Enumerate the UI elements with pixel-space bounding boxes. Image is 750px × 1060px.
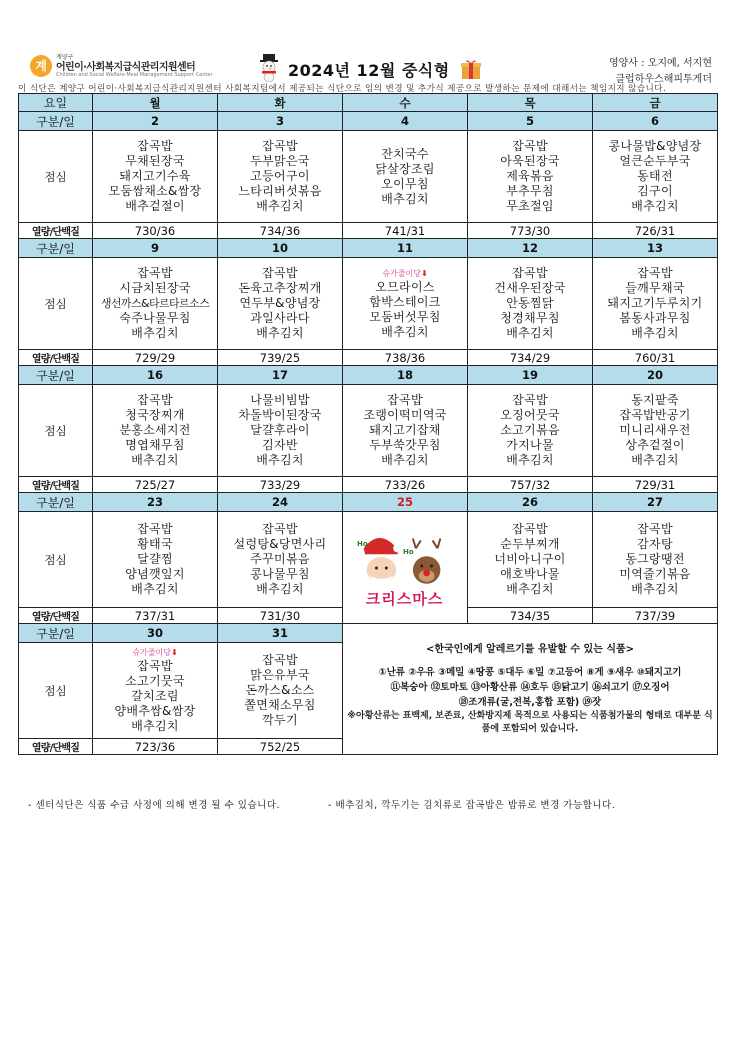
date-cell: 30: [93, 624, 218, 643]
date-row: [19, 239, 718, 258]
date-cell: 12: [468, 239, 593, 258]
sugar-badge-text: 슈가줄이당: [132, 648, 171, 657]
calorie-cell: 726/31: [593, 223, 718, 239]
menu-item: 미역줄기볶음: [619, 567, 691, 581]
menu-item: 잡곡밥반공기: [619, 408, 691, 422]
menu-item: 연두부&양념장: [239, 296, 321, 310]
menu-item: 달걀찜: [137, 552, 173, 566]
menu-cell: [93, 512, 218, 608]
menu-item: 미니리새우전: [619, 423, 691, 437]
menu-cell: [93, 385, 218, 477]
allergy-list: ⑱조개류(굴,전복,홍합 포함) ⑲잣: [458, 697, 602, 708]
menu-item: 배추김치: [506, 453, 554, 467]
menu-item: 잡곡밥: [137, 393, 173, 407]
menu-cell: [593, 258, 718, 350]
calorie-cell: 734/29: [468, 350, 593, 366]
menu-item: 오이무침: [381, 176, 429, 191]
holiday-name: 크리스마스: [365, 589, 444, 608]
menu-item: 명엽채무침: [125, 438, 185, 452]
menu-item: 동그랑땡전: [625, 552, 685, 566]
menu-item: 잡곡밥: [262, 139, 298, 153]
menu-item: 갈치조림: [131, 689, 179, 703]
menu-item: 배추김치: [256, 453, 304, 467]
allergy-note: ※아황산류는 표백제, 보존료, 산화방지제 목적으로 사용되는 식품첨가물의 형태로 대부분 식품에 포함되어 있습니다.: [347, 711, 713, 734]
menu-cell: [93, 258, 218, 350]
logo-mark: 계: [30, 55, 52, 77]
menu-item: 돼지고기두루치기: [607, 296, 703, 310]
menu-item: 차돌박이된장국: [238, 408, 322, 422]
calorie-row: [19, 350, 718, 366]
menu-item: 두부맑은국: [250, 154, 310, 168]
allergy-list: ①난류 ②우유 ③메밀 ④땅콩 ⑤대두 ⑥밀 ⑦고등어 ⑧게 ⑨새우 ⑩돼지고기: [378, 667, 682, 678]
menu-cell: [468, 131, 593, 223]
holiday-ho: Ho: [403, 547, 414, 556]
menu-item: 깍두기: [262, 713, 298, 727]
lunch-row: [19, 385, 718, 477]
menu-item: 봄동사과무침: [619, 311, 691, 325]
menu-item: 잡곡밥: [512, 393, 548, 407]
menu-item: 나물비빔밥: [250, 393, 310, 407]
menu-cell: [218, 258, 343, 350]
date-cell: 24: [218, 493, 343, 512]
calorie-cell: 730/36: [93, 223, 218, 239]
menu-item: 배추김치: [256, 582, 304, 596]
allergy-title: <한국인에게 알레르기를 유발할 수 있는 식품>: [425, 644, 635, 655]
gift-icon: [460, 58, 482, 80]
weekday-header: 금: [593, 94, 718, 112]
weekday-header: 월: [93, 94, 218, 112]
menu-item: 콩나물무침: [250, 567, 310, 581]
date-row: [19, 624, 718, 643]
date-cell: 17: [218, 366, 343, 385]
date-row: [19, 493, 718, 512]
menu-item: 돼지고기잡채: [369, 423, 441, 437]
menu-item: 순두부찌개: [500, 537, 560, 551]
menu-cell: [343, 512, 468, 624]
allergy-info: [343, 642, 717, 736]
date-cell: 9: [93, 239, 218, 258]
menu-item: 배추겉절이: [125, 199, 185, 213]
sugar-badge-text: 슈가줄이당: [382, 268, 421, 278]
menu-cell: [468, 258, 593, 350]
date-cell: 5: [468, 112, 593, 131]
disclaimer-notice: 이 식단은 계양구 어린이·사회복지급식관리지원센터 사회복지팀에서 제공되는 식단으로 임의 변경 및 추가식 제공으로 발생하는 문제에 대해서는 책임지지 않습니다.: [18, 84, 667, 94]
calorie-cell: 734/36: [218, 223, 343, 239]
menu-cell: [218, 385, 343, 477]
menu-item: 배추김치: [381, 453, 429, 467]
page-title: 2024년 12월 중식형: [288, 61, 450, 80]
menu-item: 잡곡밥: [512, 139, 548, 153]
menu-item: 가지나물: [506, 438, 554, 452]
menu-item: 동지팥죽: [631, 393, 679, 407]
menu-item: 건새우된장국: [494, 281, 566, 295]
menu-item: 두부쑥갓무침: [369, 438, 441, 452]
menu-item: 느타리버섯볶음: [238, 184, 322, 198]
menu-item: 고등어구이: [250, 169, 310, 183]
logo-english-name: Children and Social Welfare Meal Management Support Center: [56, 72, 213, 78]
menu-item: 배추김치: [631, 199, 679, 213]
menu-item: 숙주나물무침: [119, 311, 191, 325]
menu-item: 닭살장조림: [375, 161, 435, 176]
menu-item: 모둠쌈채소&쌈장: [108, 184, 202, 198]
menu-item: 들깨무채국: [625, 281, 685, 295]
calorie-cell: 725/27: [93, 477, 218, 493]
menu-item: 배추김치: [381, 191, 429, 206]
holiday-ho: Ho: [357, 539, 368, 548]
menu-item: 너비아니구이: [494, 552, 566, 566]
menu-item: 김구이: [637, 184, 673, 198]
calorie-cell: 752/25: [218, 739, 343, 755]
menu-item: 설렁탕&당면사리: [233, 537, 327, 551]
calorie-cell: 741/31: [343, 223, 468, 239]
date-cell: 16: [93, 366, 218, 385]
menu-cell: [593, 385, 718, 477]
calorie-cell: 734/35: [468, 608, 593, 624]
footer-note-left: - 센터식단은 식품 수급 사정에 의해 변경 될 수 있습니다.: [28, 800, 281, 811]
calorie-row: [19, 477, 718, 493]
calorie-cell: 739/25: [218, 350, 343, 366]
menu-item: 잡곡밥: [137, 266, 173, 280]
calorie-label: 열량/단백질: [19, 223, 93, 239]
weekday-header: 수: [343, 94, 468, 112]
date-cell: 18: [343, 366, 468, 385]
menu-item: 상추겉절이: [625, 438, 685, 452]
menu-cell: [343, 258, 468, 350]
menu-cell: [93, 131, 218, 223]
allergy-info-cell: [343, 624, 718, 755]
lunch-row: [19, 131, 718, 223]
menu-item: 배추김치: [256, 326, 304, 340]
menu-item: 콩나물밥&양념장: [608, 139, 702, 153]
snowman-icon: [258, 54, 280, 82]
menu-cell: [593, 131, 718, 223]
weekday-header: 목: [468, 94, 593, 112]
menu-item: 배추김치: [631, 582, 679, 596]
christmas-illustration: [343, 518, 467, 618]
menu-item: 청국장찌개: [125, 408, 185, 422]
date-cell: 13: [593, 239, 718, 258]
date-cell: 11: [343, 239, 468, 258]
menu-item: 분홍소세지전: [119, 423, 191, 437]
menu-item: 잔치국수: [381, 146, 429, 161]
calorie-row: [19, 223, 718, 239]
calorie-cell: 731/30: [218, 608, 343, 624]
date-cell: 20: [593, 366, 718, 385]
menu-item: 모둠버섯무침: [369, 309, 441, 324]
menu-item: 배추김치: [131, 453, 179, 467]
menu-cell: [93, 643, 218, 739]
menu-item: 잡곡밥: [137, 522, 173, 536]
menu-item: 소고기뭇국: [125, 674, 185, 688]
footer-note-right: - 배추김치, 깍두기는 김치류로 잡곡밥은 밥류로 변경 가능합니다.: [328, 800, 616, 811]
sugar-reduction-badge: [93, 647, 217, 659]
menu-item: 안동찜닭: [506, 296, 554, 310]
down-arrow-icon: ⬇: [420, 268, 428, 278]
menu-item: 배추김치: [131, 326, 179, 340]
allergy-list: ⑪복숭아 ⑫토마토 ⑬아황산류 ⑭호두 ⑮닭고기 ⑯쇠고기 ⑰오징어: [390, 682, 670, 693]
menu-item: 배추김치: [131, 719, 179, 733]
calorie-cell: 733/29: [218, 477, 343, 493]
lunch-row: [19, 258, 718, 350]
menu-item: 맑은유부국: [250, 668, 310, 682]
menu-item: 애호박나물: [500, 567, 560, 581]
date-cell: 19: [468, 366, 593, 385]
date-cell: 3: [218, 112, 343, 131]
date-cell: 25: [343, 493, 468, 512]
lunch-label: 점심: [19, 131, 93, 223]
calorie-cell: 729/31: [593, 477, 718, 493]
calorie-label: 열량/단백질: [19, 350, 93, 366]
menu-item: 동태전: [637, 169, 673, 183]
menu-item: 배추김치: [631, 453, 679, 467]
menu-item: 잡곡밥: [262, 522, 298, 536]
menu-item: 오므라이스: [375, 279, 435, 294]
menu-table: [18, 93, 718, 755]
menu-item: 잡곡밥: [137, 659, 173, 673]
date-label: 구분/일: [19, 624, 93, 643]
menu-item: 무초절임: [506, 199, 554, 213]
menu-item: 함박스테이크: [369, 294, 441, 309]
lunch-label: 점심: [19, 512, 93, 608]
menu-item: 주꾸미볶음: [250, 552, 310, 566]
menu-item: 잡곡밥: [637, 522, 673, 536]
calorie-cell: 737/31: [93, 608, 218, 624]
date-cell: 31: [218, 624, 343, 643]
menu-item: 오징어뭇국: [500, 408, 560, 422]
date-row: [19, 112, 718, 131]
calorie-cell: 723/36: [93, 739, 218, 755]
calorie-label: 열량/단백질: [19, 608, 93, 624]
date-cell: 2: [93, 112, 218, 131]
menu-item: 잡곡밥: [512, 522, 548, 536]
menu-item: 청경채무침: [500, 311, 560, 325]
date-label: 구분/일: [19, 239, 93, 258]
menu-item: 돼지고기수육: [119, 169, 191, 183]
lunch-row: [19, 512, 718, 608]
menu-item: 잡곡밥: [262, 653, 298, 667]
center-logo: [30, 52, 230, 82]
date-cell: 26: [468, 493, 593, 512]
logo-district: 계양구: [56, 54, 74, 61]
menu-item: 쫄면채소무침: [244, 698, 316, 712]
menu-item: 부추무침: [506, 184, 554, 198]
calorie-cell: 738/36: [343, 350, 468, 366]
menu-cell: [218, 643, 343, 739]
menu-item: 소고기볶음: [500, 423, 560, 437]
date-label: 구분/일: [19, 366, 93, 385]
calorie-cell: 760/31: [593, 350, 718, 366]
menu-item: 양념깻잎지: [125, 567, 185, 581]
lunch-label: 점심: [19, 385, 93, 477]
menu-cell: [593, 512, 718, 608]
date-cell: 6: [593, 112, 718, 131]
menu-item: 잡곡밥: [137, 139, 173, 153]
menu-item: 배추김치: [381, 324, 429, 339]
menu-table-body: [19, 94, 718, 755]
menu-cell: [468, 512, 593, 608]
menu-item: 얼큰순두부국: [619, 154, 691, 168]
menu-item: 잡곡밥: [512, 266, 548, 280]
menu-item: 돈육고추장찌개: [238, 281, 322, 295]
menu-item: 무채된장국: [125, 154, 185, 168]
lunch-label: 점심: [19, 258, 93, 350]
menu-cell: [468, 385, 593, 477]
down-arrow-icon: ⬇: [170, 648, 178, 657]
date-cell: 4: [343, 112, 468, 131]
date-label: 구분/일: [19, 493, 93, 512]
menu-item: 배추김치: [506, 326, 554, 340]
calorie-label: 열량/단백질: [19, 739, 93, 755]
calorie-cell: 737/39: [593, 608, 718, 624]
menu-item: 감자탕: [637, 537, 673, 551]
menu-item: 조랭이떡미역국: [363, 408, 447, 422]
menu-item: 배추김치: [506, 582, 554, 596]
lunch-label: 점심: [19, 643, 93, 739]
menu-item: 제육볶음: [506, 169, 554, 183]
menu-item: 달걀후라이: [250, 423, 310, 437]
weekday-header-row: [19, 94, 718, 112]
menu-item: 생선까스&타르타르소스: [100, 297, 210, 310]
menu-item: 잡곡밥: [637, 266, 673, 280]
logo-center-name: 어린이·사회복지급식관리지원센터: [56, 62, 196, 73]
calorie-label: 열량/단백질: [19, 477, 93, 493]
menu-cell: [218, 512, 343, 608]
day-label: 요일: [19, 94, 93, 112]
date-cell: 27: [593, 493, 718, 512]
calorie-cell: 733/26: [343, 477, 468, 493]
calorie-cell: 729/29: [93, 350, 218, 366]
menu-cell: [343, 131, 468, 223]
date-cell: 10: [218, 239, 343, 258]
menu-item: 아욱된장국: [500, 154, 560, 168]
menu-item: 황태국: [137, 537, 173, 551]
menu-item: 김자반: [262, 438, 298, 452]
sugar-reduction-badge: [343, 268, 467, 280]
menu-item: 잡곡밥: [262, 266, 298, 280]
calorie-cell: 757/32: [468, 477, 593, 493]
calorie-cell: 773/30: [468, 223, 593, 239]
nutritionist-info: 영양사 : 오지예, 서지현: [608, 58, 712, 69]
menu-cell: [343, 385, 468, 477]
weekday-header: 화: [218, 94, 343, 112]
menu-item: 시금치된장국: [119, 281, 191, 295]
menu-item: 잡곡밥: [387, 393, 423, 407]
facility-name: 클럽하우스해피투게더: [615, 74, 712, 85]
menu-item: 돈까스&소스: [245, 683, 315, 697]
menu-item: 배추김치: [631, 326, 679, 340]
date-cell: 23: [93, 493, 218, 512]
menu-item: 과일사라다: [250, 311, 310, 325]
menu-item: 배추김치: [256, 199, 304, 213]
date-row: [19, 366, 718, 385]
menu-item: 양배추쌈&쌈장: [114, 704, 196, 718]
title-block: [258, 56, 488, 82]
date-label: 구분/일: [19, 112, 93, 131]
menu-item: 배추김치: [131, 582, 179, 596]
menu-cell: [218, 131, 343, 223]
